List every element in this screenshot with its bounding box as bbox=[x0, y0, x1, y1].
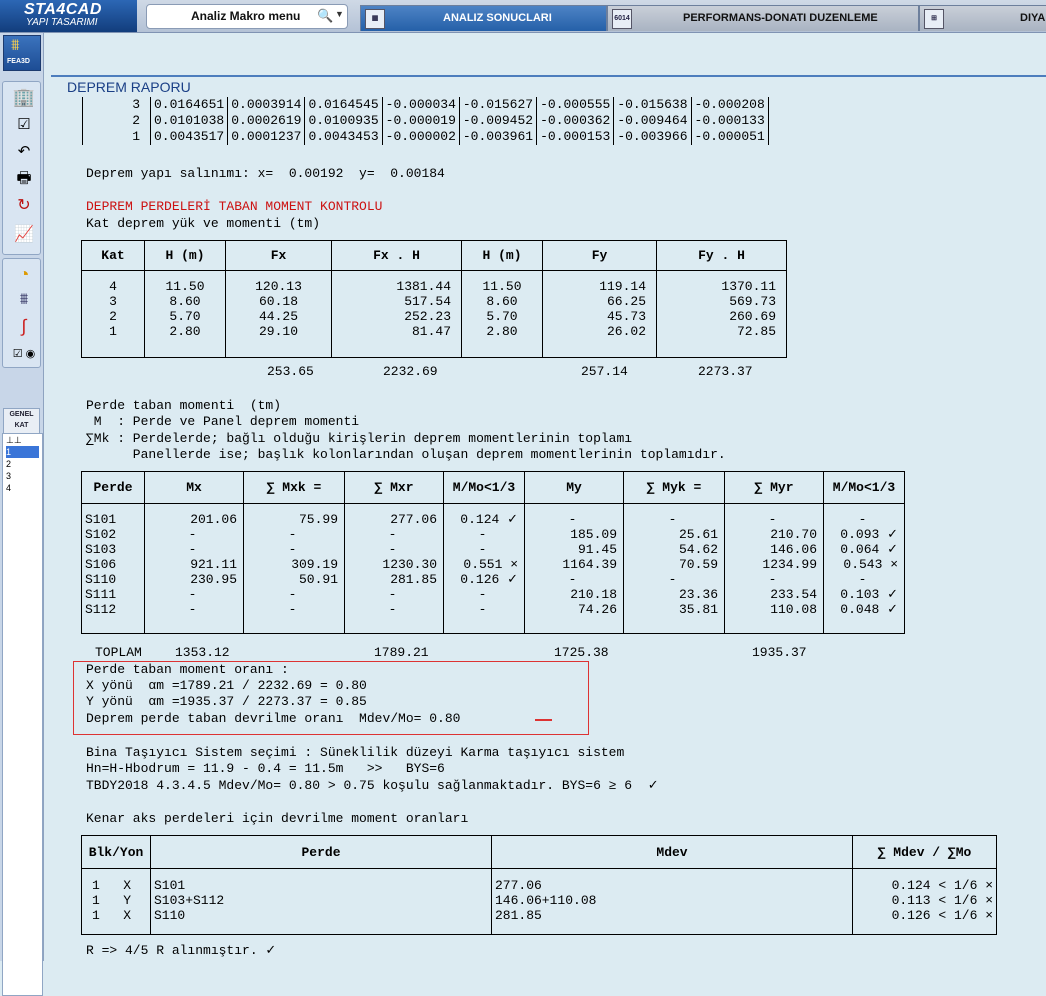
table-cell: 50.91 bbox=[298, 572, 338, 587]
oran-line: Deprem perde taban devrilme oranı Mdev/Mo= 0.80 bbox=[86, 711, 461, 726]
table-cell: 230.95 bbox=[190, 572, 237, 587]
salinim-text: Deprem yapı salınımı: x= 0.00192 y= 0.00184 bbox=[86, 166, 445, 181]
floor-item[interactable]: 4 bbox=[6, 483, 12, 493]
table-cell: 1 Y bbox=[92, 893, 132, 908]
table-header: M/Mo<1/3 bbox=[824, 472, 905, 504]
table-cell: 1 bbox=[109, 324, 117, 339]
table-cell: 1230.30 bbox=[382, 557, 437, 572]
table-cell: -0.000208 bbox=[691, 97, 768, 113]
table-cell: - bbox=[478, 587, 487, 602]
table-row bbox=[83, 113, 769, 129]
table-column bbox=[725, 504, 824, 634]
table-cell: -0.000555 bbox=[537, 97, 614, 113]
table-cell: -0.015638 bbox=[614, 97, 691, 113]
floor-list[interactable] bbox=[2, 433, 43, 996]
table-cell: 35.81 bbox=[678, 602, 718, 617]
macro-menu-select[interactable] bbox=[146, 4, 348, 29]
table-cell: 0.126 < 1/6 × bbox=[891, 908, 993, 923]
undo-icon[interactable]: ↶ bbox=[17, 143, 31, 160]
table-row bbox=[83, 97, 769, 113]
table-cell: 517.54 bbox=[404, 294, 451, 309]
section-title: DEPREM PERDELERİ TABAN MOMENT KONTROLU bbox=[86, 199, 383, 214]
table-column bbox=[525, 504, 624, 634]
genel-kat-label: GENEL KAT bbox=[9, 411, 34, 429]
table-column bbox=[444, 504, 525, 634]
table-cell: 54.62 bbox=[678, 542, 718, 557]
table-column bbox=[244, 504, 345, 634]
table-cell: - bbox=[478, 527, 487, 542]
table-cell: -0.015627 bbox=[459, 97, 536, 113]
tool-group-2 bbox=[2, 258, 41, 368]
kat-table bbox=[81, 240, 787, 358]
table-header: My bbox=[525, 472, 624, 504]
table-cell: 81.47 bbox=[411, 324, 451, 339]
table-cell: - bbox=[858, 512, 867, 527]
table-cell: 0.0001237 bbox=[228, 129, 305, 145]
table-cell: 0.048 ✓ bbox=[840, 602, 898, 617]
toplam-label: TOPLAM bbox=[95, 645, 142, 660]
logo-title: STA4CAD bbox=[24, 1, 102, 18]
table-column bbox=[824, 504, 905, 634]
table-cell: -0.000019 bbox=[382, 113, 459, 129]
table-cell: 2.80 bbox=[169, 324, 201, 339]
table-cell: 91.45 bbox=[577, 542, 617, 557]
perde-legend-mk2: Panellerde ise; başlık kolonlarından oluşan deprem momentlerinin toplamıdır. bbox=[86, 447, 726, 462]
tab-label: PERFORMANS-DONATI DUZENLEME bbox=[683, 12, 878, 24]
table-cell: 0.103 ✓ bbox=[840, 587, 898, 602]
table-cell: 60.18 bbox=[258, 294, 298, 309]
table-cell: 0.0100935 bbox=[305, 113, 382, 129]
perde-legend-mk1: ∑Mk : Perdelerde; bağlı olduğu kirişlerin deprem momentlerinin toplamı bbox=[86, 431, 633, 446]
table-cell: -0.009452 bbox=[459, 113, 536, 129]
table-cell: 5.70 bbox=[486, 309, 518, 324]
table-cell: 0.093 ✓ bbox=[840, 527, 898, 542]
table-cell: 0.126 ✓ bbox=[460, 572, 518, 587]
table-cell: - bbox=[568, 512, 577, 527]
table-cell: - bbox=[288, 587, 297, 602]
table-cell: - bbox=[858, 572, 867, 587]
macro-menu-label: Analiz Makro menu bbox=[191, 9, 301, 23]
table-cell: -0.000034 bbox=[382, 97, 459, 113]
refresh-grid-icon[interactable]: ↻ bbox=[17, 197, 31, 214]
kat-total-fxh: 2232.69 bbox=[383, 364, 438, 379]
table-cell: 3 bbox=[83, 97, 151, 113]
annotation-mark bbox=[535, 719, 552, 721]
table-cell: 11.50 bbox=[482, 279, 522, 294]
toplam-myr: 1935.37 bbox=[752, 645, 807, 660]
table-cell: 0.0002619 bbox=[228, 113, 305, 129]
table-header: M/Mo<1/3 bbox=[444, 472, 525, 504]
graph-icon[interactable]: 📈 bbox=[14, 226, 34, 243]
table-cell: -0.000002 bbox=[382, 129, 459, 145]
report-title: DEPREM RAPORU bbox=[67, 79, 191, 95]
fea3d-label: FEA3D bbox=[7, 58, 30, 65]
table-cell: 11.50 bbox=[165, 279, 205, 294]
options-icon[interactable]: ☑ ◉ bbox=[12, 348, 36, 360]
grid-icon: ⊞ bbox=[924, 9, 944, 29]
table-header: Fy bbox=[543, 241, 657, 271]
table-cell: 45.73 bbox=[606, 309, 646, 324]
floor-item[interactable]: 1 bbox=[6, 446, 39, 458]
table-cell: 75.99 bbox=[298, 512, 338, 527]
toplam-my: 1725.38 bbox=[554, 645, 609, 660]
table-cell: -0.000051 bbox=[691, 129, 768, 145]
table-column bbox=[657, 271, 787, 358]
table-cell: - bbox=[188, 602, 197, 617]
table-header: Mdev bbox=[492, 836, 853, 869]
table-cell: 25.61 bbox=[678, 527, 718, 542]
table-cell: 0.551 × bbox=[463, 557, 518, 572]
table-cell: -0.000153 bbox=[537, 129, 614, 145]
table-cell: - bbox=[288, 542, 297, 557]
checklist-icon[interactable]: ☑ bbox=[17, 116, 31, 133]
table-cell: - bbox=[568, 572, 577, 587]
oran-line: Perde taban moment oranı : bbox=[86, 662, 289, 677]
frame-icon: ⩩ bbox=[11, 37, 20, 54]
table-cell: -0.009464 bbox=[614, 113, 691, 129]
table-column bbox=[226, 271, 332, 358]
table-cell: 0.124 ✓ bbox=[460, 512, 518, 527]
table-cell: 74.26 bbox=[577, 602, 617, 617]
table-header: ∑ Mdev / ∑Mo bbox=[853, 836, 997, 869]
moment-icon[interactable]: ∫ bbox=[21, 316, 27, 336]
bina-line: Hn=H-Hbodrum = 11.9 - 0.4 = 11.5m >> BYS=6 bbox=[86, 761, 445, 776]
table-cell: 70.59 bbox=[678, 557, 718, 572]
table-cell: 252.23 bbox=[404, 309, 451, 324]
table-cell: - bbox=[188, 542, 197, 557]
table-cell: 26.02 bbox=[606, 324, 646, 339]
left-toolbar bbox=[0, 33, 44, 961]
header-divider bbox=[51, 75, 1046, 77]
frame-icon[interactable]: ⩩ bbox=[19, 291, 29, 308]
bina-line: TBDY2018 4.3.4.5 Mdev/Mo= 0.80 > 0.75 koşulu sağlanmaktadır. BYS=6 ≥ 6 ✓ bbox=[86, 778, 659, 793]
table-cell: 1370.11 bbox=[721, 279, 776, 294]
table-cell: 0.0003914 bbox=[228, 97, 305, 113]
floor-item[interactable]: 2 bbox=[6, 459, 12, 469]
table-cell: 233.54 bbox=[770, 587, 817, 602]
table-cell: - bbox=[478, 602, 487, 617]
table-cell: 2 bbox=[109, 309, 117, 324]
tab-analiz-sonuclari[interactable] bbox=[360, 5, 607, 31]
table-cell: - bbox=[388, 587, 397, 602]
table-column bbox=[151, 869, 492, 935]
table-cell: -0.000362 bbox=[537, 113, 614, 129]
table-cell: 0.0164545 bbox=[305, 97, 382, 113]
table-cell: 119.14 bbox=[599, 279, 646, 294]
kat-title: Kat deprem yük ve momenti (tm) bbox=[86, 216, 321, 231]
table-cell: 281.85 bbox=[390, 572, 437, 587]
tool-group-1 bbox=[2, 81, 41, 255]
fea3d-button[interactable] bbox=[3, 35, 41, 71]
table-column bbox=[82, 504, 145, 634]
table-cell: - bbox=[388, 542, 397, 557]
kenar-table bbox=[81, 835, 997, 935]
chevron-down-icon[interactable]: ▼ bbox=[335, 9, 344, 19]
table-cell: S102 bbox=[85, 527, 117, 542]
table-header: ∑ Myk = bbox=[624, 472, 725, 504]
table-cell: 0.064 ✓ bbox=[840, 542, 898, 557]
table-cell: 277.06 bbox=[390, 512, 437, 527]
perde-title: Perde taban momenti (tm) bbox=[86, 398, 282, 413]
table-header: H (m) bbox=[462, 241, 543, 271]
table-cell: 210.18 bbox=[570, 587, 617, 602]
tab-label: ANALIZ SONUCLARI bbox=[443, 12, 552, 24]
table-cell: 3 bbox=[109, 294, 117, 309]
print-icon[interactable]: 🖶 bbox=[16, 170, 32, 187]
table-cell: 281.85 bbox=[495, 908, 542, 923]
oran-line: Y yönü αm =1935.37 / 2273.37 = 0.85 bbox=[86, 694, 367, 709]
pie-chart-icon[interactable]: ◔ bbox=[18, 264, 30, 284]
table-cell: 569.73 bbox=[729, 294, 776, 309]
table-cell: -0.003966 bbox=[614, 129, 691, 145]
table-column bbox=[145, 504, 244, 634]
app-logo bbox=[0, 0, 137, 32]
table-cell: - bbox=[388, 527, 397, 542]
perde-legend-m: M : Perde ve Panel deprem momenti bbox=[86, 414, 360, 429]
table-cell: - bbox=[478, 542, 487, 557]
table-column bbox=[853, 869, 997, 935]
display-icon: 6014 bbox=[612, 9, 632, 29]
kenar-title: Kenar aks perdeleri için devrilme moment oranları bbox=[86, 811, 469, 826]
table-cell: 146.06 bbox=[770, 542, 817, 557]
table-cell: S106 bbox=[85, 557, 117, 572]
table-cell: 0.124 < 1/6 × bbox=[891, 878, 993, 893]
table-cell: - bbox=[668, 572, 677, 587]
table-cell: 1381.44 bbox=[396, 279, 451, 294]
table-cell: 29.10 bbox=[258, 324, 298, 339]
report-panel bbox=[45, 33, 1046, 961]
table-cell: S111 bbox=[85, 587, 117, 602]
table-cell: 44.25 bbox=[258, 309, 298, 324]
kat-total-fy: 257.14 bbox=[581, 364, 628, 379]
table-cell: S103+S112 bbox=[154, 893, 225, 908]
table-cell: 0.0164651 bbox=[151, 97, 228, 113]
table-cell: 1164.39 bbox=[562, 557, 617, 572]
table-cell: 23.36 bbox=[678, 587, 718, 602]
table-cell: S103 bbox=[85, 542, 117, 557]
table-cell: 0.113 < 1/6 × bbox=[891, 893, 993, 908]
table-header: Perde bbox=[82, 472, 145, 504]
table-cell: S101 bbox=[85, 512, 117, 527]
table-column bbox=[462, 271, 543, 358]
table-cell: - bbox=[188, 527, 197, 542]
table-cell: 185.09 bbox=[570, 527, 617, 542]
table-header: Fy . H bbox=[657, 241, 787, 271]
logo-subtitle: YAPI TASARIMI bbox=[26, 17, 98, 28]
toplam-mx: 1353.12 bbox=[175, 645, 230, 660]
table-cell: 8.60 bbox=[486, 294, 518, 309]
table-cell: 277.06 bbox=[495, 878, 542, 893]
table-cell: 110.08 bbox=[770, 602, 817, 617]
table-header: ∑ Mxr bbox=[345, 472, 444, 504]
perde-table bbox=[81, 471, 905, 634]
table-cell: - bbox=[768, 512, 777, 527]
table-cell: 146.06+110.08 bbox=[495, 893, 597, 908]
tab-performans-donati[interactable] bbox=[607, 5, 919, 31]
table-cell: - bbox=[388, 602, 397, 617]
table-header: Mx bbox=[145, 472, 244, 504]
floor-item[interactable]: 3 bbox=[6, 471, 12, 481]
table-header: Kat bbox=[82, 241, 145, 271]
table-column bbox=[543, 271, 657, 358]
tab-diya[interactable] bbox=[919, 5, 1046, 31]
table-cell: 1 X bbox=[92, 908, 132, 923]
table-cell: 210.70 bbox=[770, 527, 817, 542]
table-cell: 1234.99 bbox=[762, 557, 817, 572]
table-column bbox=[492, 869, 853, 935]
table-cell: S101 bbox=[154, 878, 186, 893]
table-cell: S110 bbox=[85, 572, 117, 587]
table-cell: 5.70 bbox=[169, 309, 201, 324]
table-column bbox=[145, 271, 226, 358]
table-cell: S110 bbox=[154, 908, 186, 923]
tab-label: DIYA bbox=[1020, 12, 1046, 24]
table-cell: - bbox=[288, 602, 297, 617]
table-cell: 2 bbox=[83, 113, 151, 129]
table-cell: 260.69 bbox=[729, 309, 776, 324]
table-cell: 4 bbox=[109, 279, 117, 294]
genel-kat-button[interactable] bbox=[3, 408, 40, 434]
table-cell: - bbox=[768, 572, 777, 587]
table-column bbox=[82, 271, 145, 358]
table-cell: 0.0043453 bbox=[305, 129, 382, 145]
building-icon[interactable]: 🏢 bbox=[12, 87, 36, 107]
table-cell: -0.000133 bbox=[691, 113, 768, 129]
table-column bbox=[345, 504, 444, 634]
table-cell: 1 X bbox=[92, 878, 132, 893]
table-cell: 1 bbox=[83, 129, 151, 145]
search-icon[interactable]: 🔍 bbox=[317, 8, 334, 23]
table-cell: 0.543 × bbox=[843, 557, 898, 572]
table-header: Fx bbox=[226, 241, 332, 271]
table-cell: 8.60 bbox=[169, 294, 201, 309]
table-cell: 72.85 bbox=[736, 324, 776, 339]
table-cell: 0.0101038 bbox=[151, 113, 228, 129]
table-cell: - bbox=[288, 527, 297, 542]
table-cell: - bbox=[188, 587, 197, 602]
table-header: ∑ Myr bbox=[725, 472, 824, 504]
table-cell: 66.25 bbox=[606, 294, 646, 309]
top-toolbar bbox=[0, 0, 1046, 33]
table-cell: - bbox=[668, 512, 677, 527]
table-header: H (m) bbox=[145, 241, 226, 271]
oran-line: X yönü αm =1789.21 / 2232.69 = 0.80 bbox=[86, 678, 367, 693]
kat-total-fx: 253.65 bbox=[267, 364, 314, 379]
table-cell: 201.06 bbox=[190, 512, 237, 527]
displacement-table bbox=[82, 97, 769, 145]
table-cell: 120.13 bbox=[255, 279, 302, 294]
floor-root[interactable]: ⊥⊥ bbox=[6, 435, 22, 445]
table-cell: 0.0043517 bbox=[151, 129, 228, 145]
table-cell: 921.11 bbox=[190, 557, 237, 572]
table-header: Blk/Yon bbox=[82, 836, 151, 869]
table-cell: S112 bbox=[85, 602, 117, 617]
table-cell: 309.19 bbox=[291, 557, 338, 572]
table-row bbox=[83, 129, 769, 145]
table-column bbox=[82, 869, 151, 935]
toplam-mxr: 1789.21 bbox=[374, 645, 429, 660]
table-header: ∑ Mxk = bbox=[244, 472, 345, 504]
table-header: Fx . H bbox=[332, 241, 462, 271]
grid-icon: ▦ bbox=[365, 9, 385, 29]
bina-line: Bina Taşıyıcı Sistem seçimi : Süneklilik düzeyi Karma taşıyıcı sistem bbox=[86, 745, 625, 760]
table-cell: 2.80 bbox=[486, 324, 518, 339]
table-header: Perde bbox=[151, 836, 492, 869]
table-cell: -0.003961 bbox=[459, 129, 536, 145]
kat-total-fyh: 2273.37 bbox=[698, 364, 753, 379]
table-column bbox=[332, 271, 462, 358]
table-column bbox=[624, 504, 725, 634]
final-line: R => 4/5 R alınmıştır. ✓ bbox=[86, 943, 277, 958]
